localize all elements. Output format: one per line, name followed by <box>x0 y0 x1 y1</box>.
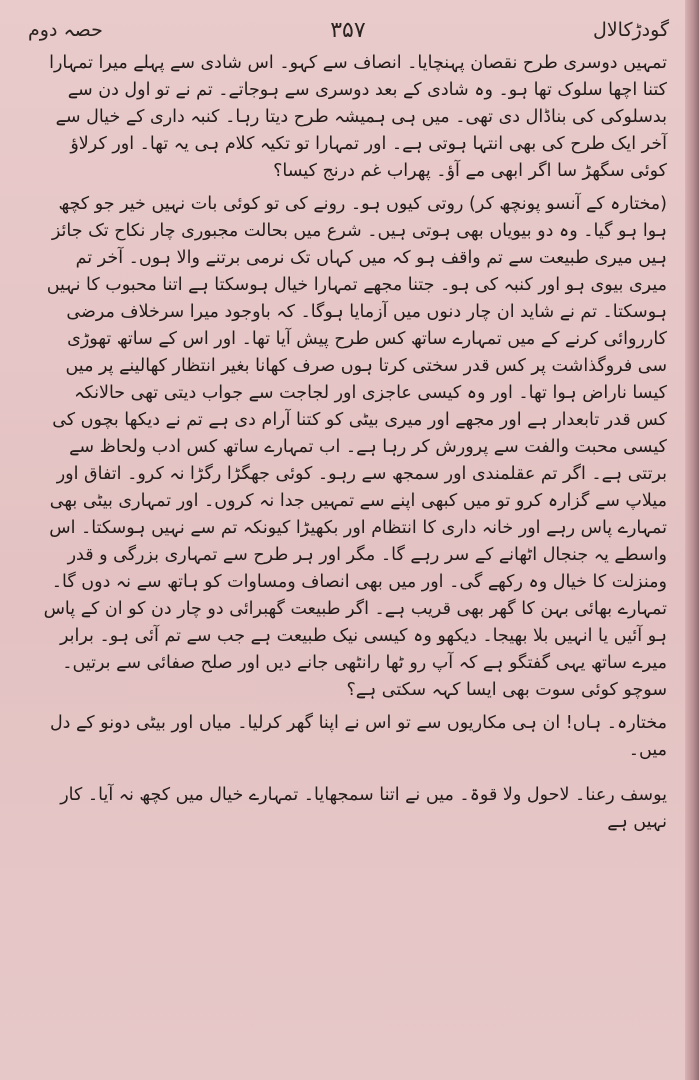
paragraph-3: مختارہ۔ ہاں! ان ہی مکاریوں سے تو اس نے اپنا گھر کرلیا۔ میاں اور بیٹی دونو کے دل میں۔ <box>49 713 667 760</box>
running-title: گودڑکالال <box>593 19 669 41</box>
book-spine-shadow <box>685 0 699 1080</box>
paragraph-2: (مختارہ کے آنسو پونچھ کر) روتی کیوں ہو۔ رونے کی تو کوئی بات نہیں خیر جو کچھ ہوا ہو گیا۔ وہ دو بیویاں بھی ہوتی ہیں۔ شرع میں بحالت مجبوری چار نکاح تک جائز ہیں میری طبیعت سے تم واقف ہو کہ میں کہاں تک نرمی برتنے والا ہوں۔ آخر تم میری بیوی ہو اور کنبہ کی ہو۔ جتنا مجھے تمہارا خیال ہوسکتا ہے اتنا محبوب کا نہیں ہوسکتا۔ تم نے شاید ان چار دنوں میں آزمایا ہوگا۔ کہ باوجود میرا سرخلاف مرضی کارروائی کرنے کے میں تمہارے ساتھ کس طرح پیش آیا تھا۔ اور اس کے ساتھ تھوڑی سی فروگذاشت پر کس قدر سختی کرتا ہوں صرف کھانا بغیر انتظار کھالینے پر میں کیسا ناراض ہوا تھا۔ اور وہ کیسی عاجزی اور لجاجت سے جواب دیتی تھی حالانکہ کس قدر تابعدار ہے اور مجھے اور میری بیٹی کو کتنا آرام دی ہے تم نے دیکھا بچوں کی کیسی محبت والفت سے پرورش کر رہا ہے۔ اب تمہارے ساتھ کس ادب ولحاظ سے برتتی ہے۔ اگر تم عقلمندی اور سمجھ سے رہو۔ کوئی جھگڑا رگڑا نہ کرو۔ اتفاق اور میلاپ سے گزارہ کرو تو میں کبھی اپنے سے تمہیں جدا نہ کروں۔ اور تمہاری بیٹی بھی تمہارے پاس رہے اور خانہ داری کا انتظام اور بکھیڑا کیونکہ تم سے نہیں ہوسکتا۔ اس واسطے یہ جنجال اٹھانے کے سر رہے گا۔ مگر اور ہر طرح سے تمہاری بزرگی و قدر ومنزلت کا خیال وہ رکھے گی۔ اور میں بھی انصاف ومساوات کو ہاتھ سے نہ دوں گا۔ تمہارے بھائی بہن کا گھر بھی قریب ہے۔ اگر طبیعت گھبرائی دو چار دن کو ان کے پاس ہو آئیں یا انہیں بلا بھیجا۔ دیکھو وہ کیسی نیک طبیعت ہے جب سے تم آئی ہو۔ برابر میرے ساتھ یہی گفتگو ہے کہ آپ رو ٹھا رانٹھی جانے دیں اور صلح صفائی سے برتیں۔ سوچو کوئی سوت بھی ایسا کہہ سکتی ہے؟ <box>43 194 667 700</box>
page-body <box>40 50 667 836</box>
section-label: حصہ دوم <box>28 19 103 41</box>
page-number: ۳۵۷ <box>330 17 366 43</box>
paragraph-1: تمہیں دوسری طرح نقصان پہنچایا۔ انصاف سے کہو۔ اس شادی سے پہلے میرا تمہارا کتنا اچھا سلوک تھا ہو۔ وہ شادی کے بعد دوسری سے ہوجاتے۔ تم نے تو اول دن سے بدسلوکی کی بناڈال دی تھی۔ میں ہی ہمیشہ طرح دیتا رہا۔ کنبہ داری کے خیال سے آخر ایک طرح کی بھی انتہا ہوتی ہے۔ اور تمہارا تو تکیہ کلام ہی یہ تھا۔ اور کرلاؤ کوئی سگھڑ سا اگر ابھی مے آؤ۔ پھراب غم درنج کیسا؟ <box>49 53 667 181</box>
closing-line: یوسف رعنا۔ لاحول ولا قوۃ۔ میں نے اتنا سمجھایا۔ تمہارے خیال میں کچھ نہ آیا۔ کار نہیں ہے <box>60 785 667 832</box>
page-header <box>28 10 669 50</box>
